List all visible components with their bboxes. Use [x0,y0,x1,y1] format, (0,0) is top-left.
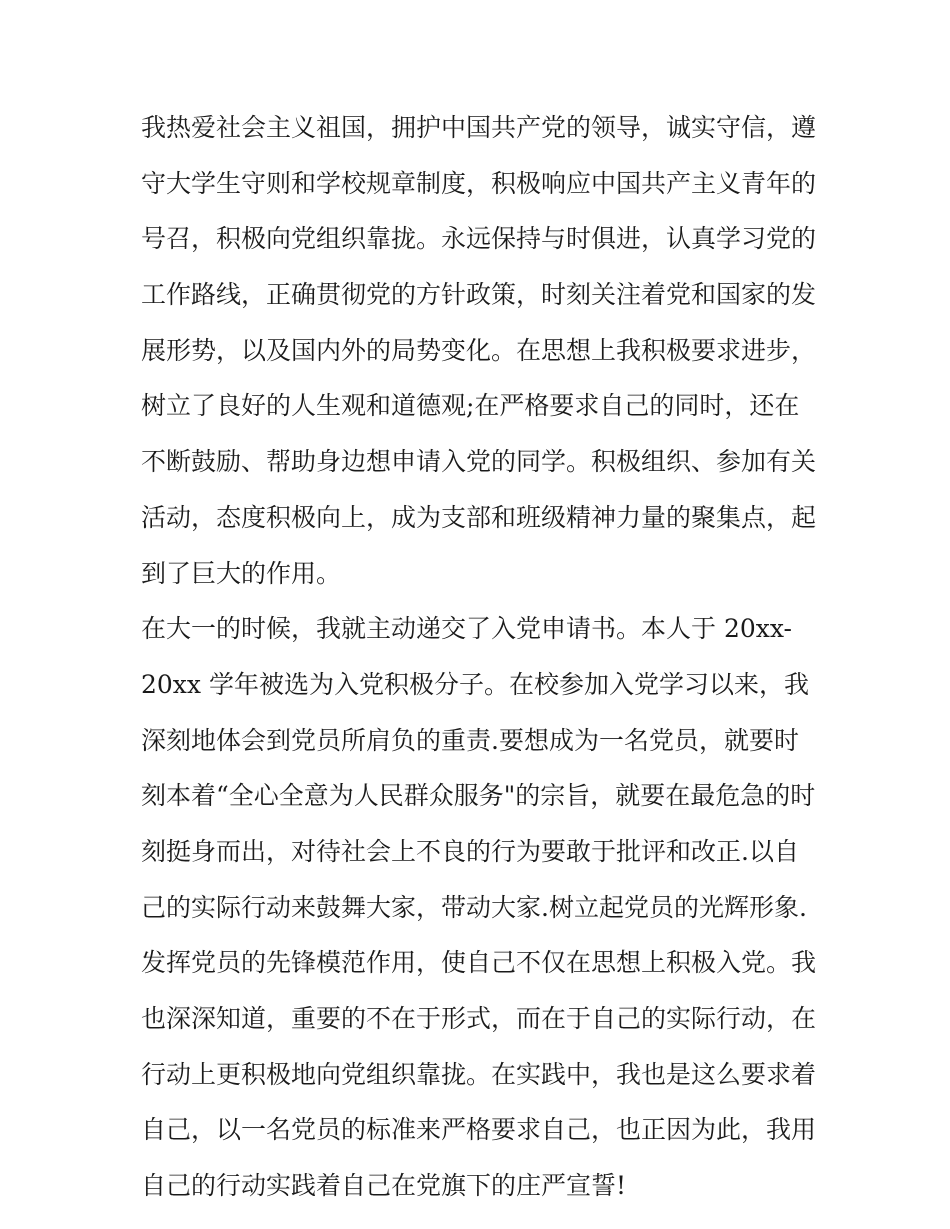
text-line: 不断鼓励、帮助身边想申请入党的同学。积极组织、参加有关 [141,447,817,477]
text-line: 深刻地体会到党员所肩负的重责.要想成为一名党员，就要时 [141,725,799,755]
text-line: 活动，态度积极向上，成为支部和班级精神力量的聚集点，起 [141,502,817,532]
text-line: 己的实际行动来鼓舞大家，带动大家.树立起党员的光辉形象. [141,892,807,922]
text-line: 我热爱社会主义祖国，拥护中国共产党的领导，诚实守信，遵 [141,113,817,142]
text-line: 自己的行动实践着自己在党旗下的庄严宣誓! [141,1171,627,1201]
text-line: 工作路线，正确贯彻党的方针政策，时刻关注着党和国家的发 [141,280,817,310]
text-line: 到了巨大的作用。 [141,558,342,588]
text-line: 刻挺身而出，对待社会上不良的行为要敢于批评和改正.以自 [141,836,799,866]
document-body [141,100,821,1214]
text-line: 也深深知道，重要的不在于形式，而在于自己的实际行动，在 [141,1004,817,1033]
text-line: 自己，以一名党员的标准来严格要求自己，也正因为此，我用 [141,1115,817,1145]
text-line: 发挥党员的先锋模范作用，使自己不仅在思想上积极入党。我 [141,948,817,978]
text-line: 刻本着“全心全意为人民群众服务"的宗旨，就要在最危急的时 [141,781,816,811]
text-line: 行动上更积极地向党组织靠拢。在实践中，我也是这么要求着 [141,1059,817,1089]
text-line: 20xx 学年被选为入党积极分子。在校参加入党学习以来，我 [141,669,809,699]
text-line: 展形势，以及国内外的局势变化。在思想上我积极要求进步， [141,335,817,365]
text-line: 树立了良好的人生观和道德观;在严格要求自己的同时，还在 [141,391,800,421]
text-line: 守大学生守则和学校规章制度，积极响应中国共产主义青年的 [141,168,817,198]
text-line: 号召，积极向党组织靠拢。永远保持与时俱进，认真学习党的 [141,224,817,254]
text-line: 在大一的时候，我就主动递交了入党申请书。本人于 20xx- [141,614,792,644]
